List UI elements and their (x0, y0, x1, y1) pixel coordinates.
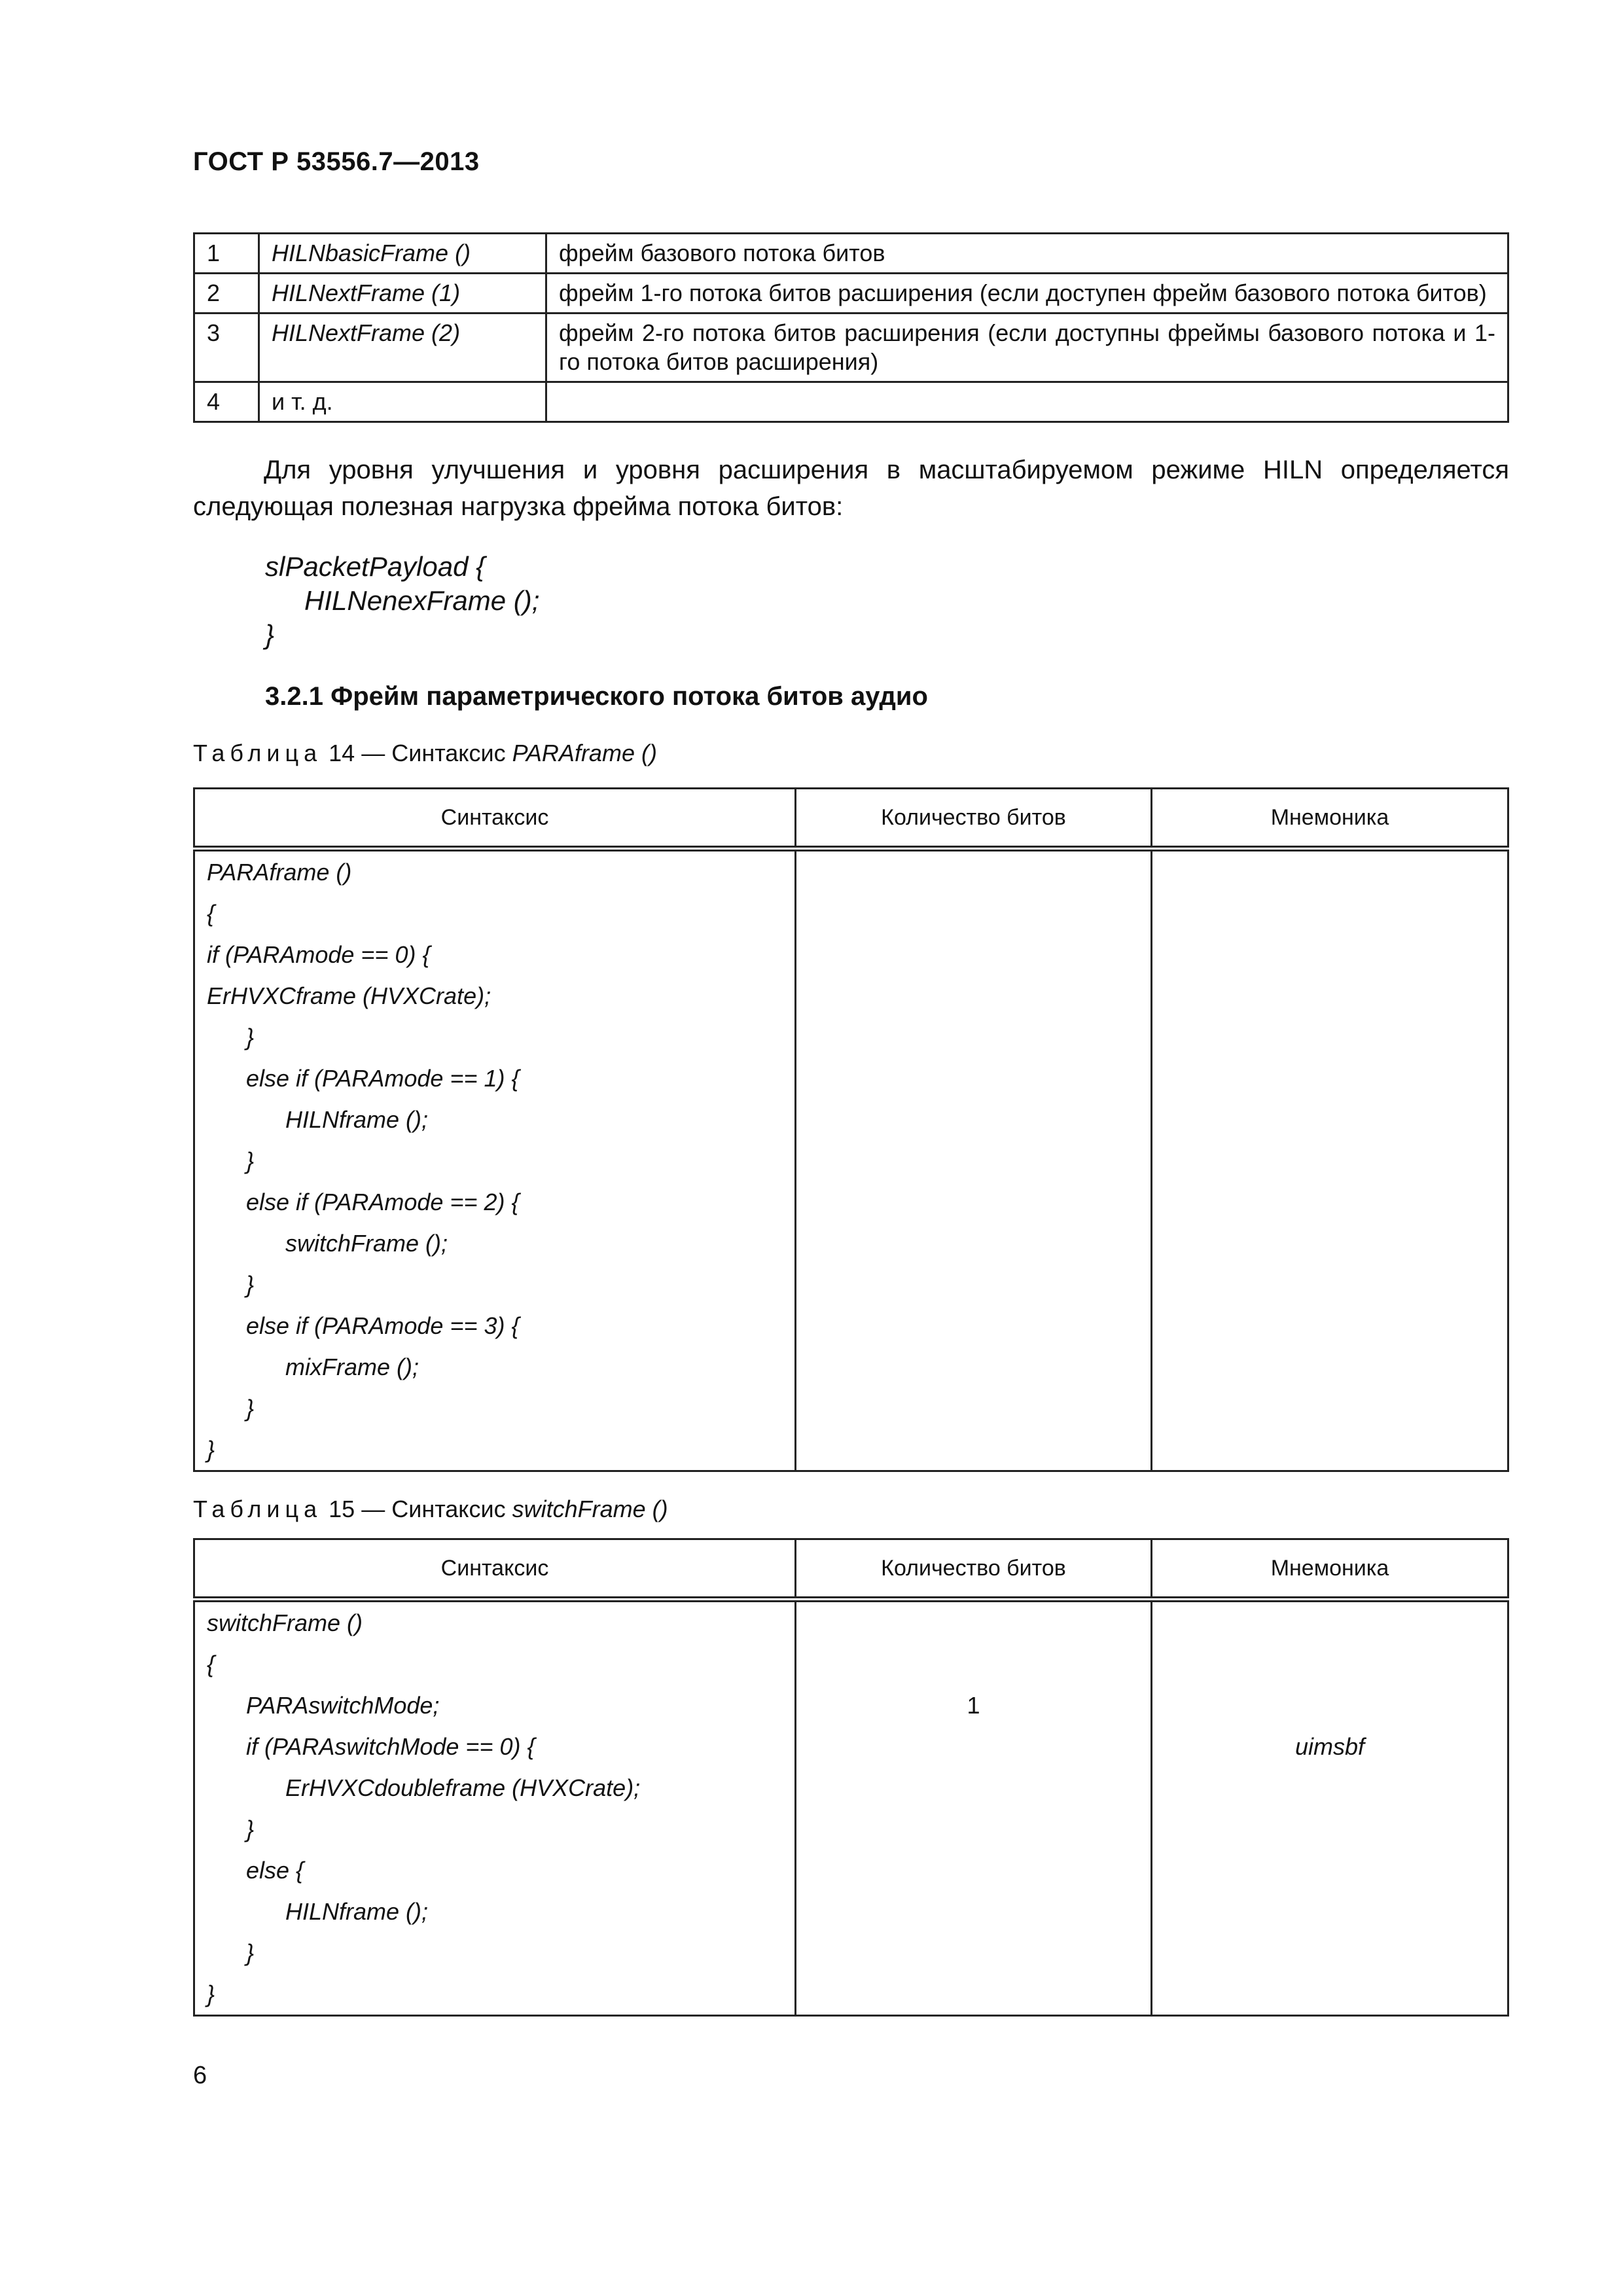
code-line: ErHVXCdoubleframe (HVXCrate); (285, 1774, 641, 1801)
mnemonic-cell (1152, 1600, 1508, 2016)
syntax-table-14 (193, 787, 1509, 1472)
frame-description (546, 382, 1508, 422)
caption-italic: switchFrame () (512, 1496, 668, 1522)
code-line: else { (246, 1857, 304, 1884)
bits-value: 1 (967, 1692, 980, 1719)
code-line: if (PARAmode == 0) { (207, 941, 431, 968)
code-line: else if (PARAmode == 3) { (246, 1312, 520, 1339)
code-line: } (207, 1436, 215, 1463)
code-line: { (207, 1651, 215, 1677)
table-row (194, 314, 1508, 382)
table-header-row (194, 1539, 1508, 1600)
frame-description: фрейм 1-го потока битов расширения (если доступен фрейм базового потока битов) (546, 274, 1508, 314)
mnemonic-value: uimsbf (1294, 1733, 1365, 1760)
table-row (194, 1600, 1508, 2016)
table-row (194, 274, 1508, 314)
frame-name: HILNextFrame (1) (259, 274, 546, 314)
row-number: 4 (194, 382, 259, 422)
code-line: else if (PARAmode == 1) { (246, 1065, 520, 1092)
page-number: 6 (193, 2062, 207, 2089)
mnemonic-cell (1152, 849, 1508, 1471)
header-mnemonic: Мнемоника (1152, 1539, 1508, 1600)
syntax-cell (194, 1600, 796, 2016)
frame-name: и т. д. (259, 382, 546, 422)
code-line: switchFrame () (207, 1609, 363, 1636)
table-row (194, 234, 1508, 274)
frame-name: HILNbasicFrame () (259, 234, 546, 274)
bits-cell (796, 849, 1152, 1471)
code-block (265, 550, 539, 652)
code-line: } (246, 1395, 255, 1422)
row-number: 1 (194, 234, 259, 274)
code-line: HILNframe (); (285, 1106, 429, 1133)
code-line: } (265, 619, 275, 650)
code-line: { (207, 900, 215, 927)
code-line: ErHVXCframe (HVXCrate); (207, 982, 491, 1009)
syntax-cell (194, 849, 796, 1471)
header-mnemonic: Мнемоника (1152, 789, 1508, 849)
code-line: mixFrame (); (285, 1354, 419, 1380)
code-line: switchFrame (); (285, 1230, 448, 1257)
frame-name: HILNextFrame (2) (259, 314, 546, 382)
caption-label: Таблица (193, 1496, 323, 1522)
table-15-caption (193, 1496, 668, 1523)
header-bits: Количество битов (796, 789, 1152, 849)
code-line: } (207, 1981, 215, 2007)
document-header: ГОСТ Р 53556.7—2013 (193, 147, 480, 176)
caption-italic: PARAframe () (512, 740, 657, 766)
code-line: } (246, 1939, 255, 1966)
row-number: 3 (194, 314, 259, 382)
table-header-row (194, 789, 1508, 849)
code-line: PARAframe () (207, 859, 352, 886)
code-line: else if (PARAmode == 2) { (246, 1189, 520, 1215)
code-line: } (246, 1816, 255, 1842)
header-syntax: Синтаксис (194, 789, 796, 849)
table-row (194, 849, 1508, 1471)
code-line: HILNframe (); (285, 1898, 429, 1925)
code-line: } (246, 1147, 255, 1174)
body-paragraph: Для уровня улучшения и уровня расширения в масштабируемом режиме HILN определяется следующая полезная нагрузка фрейма потока битов: (193, 456, 1509, 521)
table-14-caption (193, 740, 657, 767)
row-number: 2 (194, 274, 259, 314)
code-line: } (246, 1024, 255, 1050)
header-bits: Количество битов (796, 1539, 1152, 1600)
header-syntax: Синтаксис (194, 1539, 796, 1600)
caption-label: Таблица (193, 740, 323, 766)
bits-cell (796, 1600, 1152, 2016)
frame-description: фрейм базового потока битов (546, 234, 1508, 274)
caption-text: 14 — Синтаксис (322, 740, 512, 766)
syntax-table-15 (193, 1538, 1509, 2017)
frame-description: фрейм 2-го потока битов расширения (если доступны фреймы базового потока и 1-го потока битов расширения) (546, 314, 1508, 382)
code-line: slPacketPayload { (265, 551, 486, 582)
caption-text: 15 — Синтаксис (322, 1496, 512, 1522)
code-line: } (246, 1271, 255, 1298)
code-line: if (PARAswitchMode == 0) { (246, 1733, 535, 1760)
table-row (194, 382, 1508, 422)
section-title: 3.2.1 Фрейм параметрического потока битов аудио (265, 682, 928, 711)
frames-table (193, 232, 1509, 423)
code-line: PARAswitchMode; (246, 1692, 440, 1719)
code-line: HILNenexFrame (); (304, 585, 540, 616)
